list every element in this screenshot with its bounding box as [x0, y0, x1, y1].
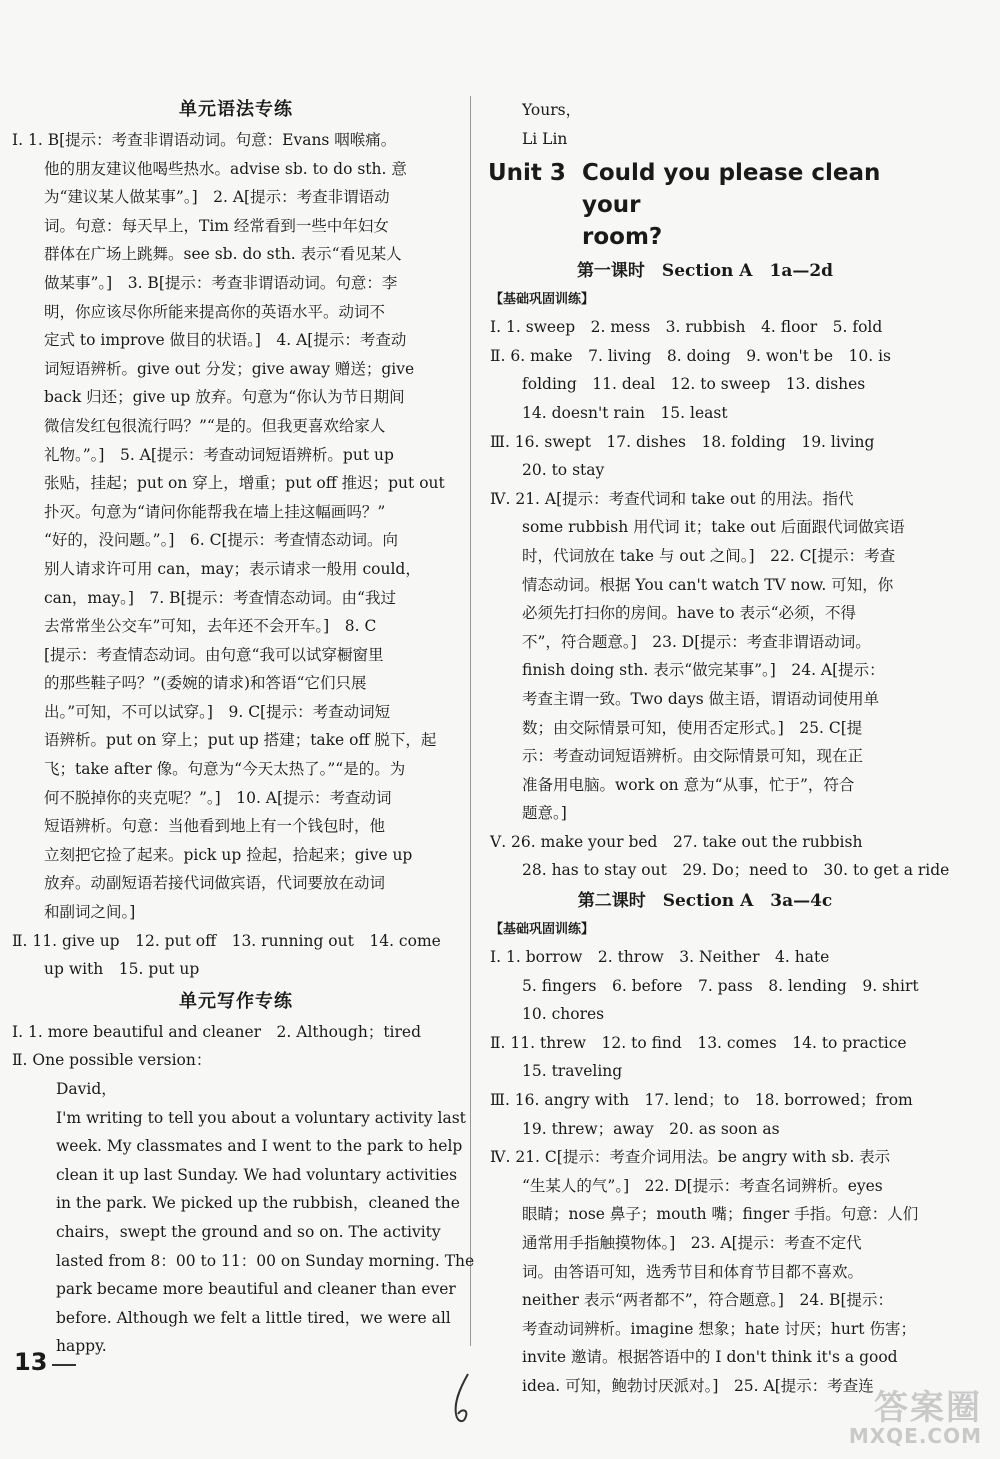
essay-line: I'm writing to tell you about a voluntary activity last	[56, 1108, 466, 1127]
answer-line: Ⅲ. 16. angry with 17. lend；to 18. borrowed；from	[490, 1091, 913, 1110]
page-number: 13	[14, 1348, 48, 1376]
answer-line: 必须先打扫你的房间。have to 表示“必须，不得	[522, 604, 856, 623]
essay-line: week. My classmates and I went to the park to help	[56, 1137, 463, 1156]
answer-line: 群体在广场上跳舞。see sb. do sth. 表示“看见某人	[44, 245, 402, 264]
unit-title-line: room?	[582, 224, 663, 251]
answer-line: idea. 可知，鲍勃讨厌派对。] 25. A[提示：考查连	[522, 1376, 874, 1395]
answer-line: 为“建议某人做某事”。] 2. A[提示：考查非谓语动	[44, 188, 390, 207]
essay-line: clean it up last Sunday. We had voluntary activities	[56, 1165, 458, 1184]
answer-line: invite 邀请。根据答语中的 I don't think it's a good	[522, 1348, 898, 1367]
watermark	[798, 1380, 988, 1450]
essay-line: chairs，swept the ground and so on. The activity	[56, 1222, 441, 1241]
essay-line: lasted from 8：00 to 11：00 on Sunday morning. The	[56, 1251, 475, 1270]
answer-line: finish doing sth. 表示“做完某事”。] 24. A[提示：	[522, 661, 885, 680]
answer-line: 别人请求许可用 can，may；表示请求一般用 could，	[44, 559, 421, 578]
answer-line: 去常常坐公交车”可知，去年还不会开车。] 8. C	[44, 617, 377, 636]
letter-closing: Yours，	[522, 101, 582, 119]
answer-line: Ⅴ. 26. make your bed 27. take out the rubbish	[490, 832, 863, 851]
answer-line: 19. threw；away 20. as soon as	[522, 1119, 780, 1138]
answer-line: folding 11. deal 12. to sweep 13. dishes	[522, 375, 866, 394]
answer-line: 明，你应该尽你所能来提高你的英语水平。动词不	[44, 302, 386, 321]
answer-line: 放弃。动副短语若接代词做宾语，代词要放在动词	[44, 874, 386, 893]
answer-line: 微信发红包很流行吗？”“是的。但我更喜欢给家人	[44, 416, 386, 435]
answer-line: Ⅱ. 6. make 7. living 8. doing 9. won't be 10. is	[490, 346, 891, 365]
answer-line: 考查动词辨析。imagine 想象；hate 讨厌；hurt 伤害；	[522, 1319, 916, 1338]
answer-line: can，may。] 7. B[提示：考查情态动词。由“我过	[44, 588, 396, 607]
unit-heading	[490, 157, 920, 253]
answer-line: 短语辨析。句意：当他看到地上有一个钱包时，他	[44, 817, 386, 836]
lesson-heading: 第二课时 Section A 3a—4c	[577, 891, 833, 912]
answer-line: 词短语辨析。give out 分发；give away 赠送；give	[44, 359, 415, 378]
answer-line: 10. chores	[522, 1005, 605, 1024]
answer-line: Ⅲ. 16. swept 17. dishes 18. folding 19. living	[490, 432, 875, 451]
grammar-answers	[12, 126, 460, 984]
answer-line: [提示：考查情态动词。由句意“我可以试穿橱窗里	[44, 645, 384, 664]
unit-title-line: Could you please clean your	[582, 160, 881, 219]
grammar-section-title: 单元语法专练	[179, 99, 293, 120]
answer-line: Ⅰ. 1. more beautiful and cleaner 2. Although；tired	[12, 1022, 422, 1041]
answer-line: 扑灭。句意为“请问你能帮我在墙上挂这幅画吗？”	[44, 502, 386, 521]
answer-line: neither 表示“两者都不”，符合题意。] 24. B[提示：	[522, 1291, 893, 1310]
answer-line: 语辨析。put on 穿上；put up 搭建；take off 脱下，起	[44, 731, 437, 750]
essay-line: before. Although we felt a little tired，we were all	[56, 1308, 451, 1327]
answer-line: 15. traveling	[522, 1062, 623, 1081]
answer-line: 词。句意：每天早上，Tim 经常看到一些中年妇女	[44, 216, 389, 235]
answer-line: 飞；take after 像。句意为“今天太热了。”“是的。为	[44, 760, 406, 779]
writing-section-title: 单元写作专练	[179, 990, 293, 1012]
answer-line: 题意。]	[522, 804, 567, 823]
answer-line: up with 15. put up	[44, 960, 200, 979]
essay-line: in the park. We picked up the rubbish，cleaned the	[56, 1194, 460, 1213]
answer-line: 示：考查动词短语辨析。由交际情景可知，现在正	[522, 747, 864, 766]
answer-line: 不”，符合题意。] 23. D[提示：考查非谓语动词。	[522, 632, 871, 651]
answer-line: Ⅰ. 1. borrow 2. throw 3. Neither 4. hate	[490, 948, 830, 967]
unit-number: Unit 3	[488, 160, 566, 187]
answer-line: 考查主谓一致。Two days 做主语，谓语动词使用单	[522, 689, 880, 708]
answer-line: Ⅳ. 21. C[提示：考查介词用法。be angry with sb. 表示	[490, 1148, 891, 1167]
answer-line: Ⅱ. 11. threw 12. to find 13. comes 14. to practice	[490, 1033, 907, 1052]
letter-signature: Li Lin	[522, 129, 568, 148]
pen-mark	[442, 1370, 482, 1430]
answer-line: Ⅰ. 1. B[提示：考查非谓语动词。句意：Evans 咽喉痛。	[12, 131, 397, 149]
answer-line: Ⅱ. One possible version：	[12, 1051, 212, 1070]
right-column	[488, 96, 950, 1401]
answer-line: Ⅱ. 11. give up 12. put off 13. running out 14. come	[12, 931, 441, 950]
answer-line: 何不脱掉你的夹克呢？”。] 10. A[提示：考查动词	[44, 788, 392, 807]
answer-line: 眼睛；nose 鼻子；mouth 嘴；finger 手指。句意：人们	[522, 1205, 919, 1224]
answer-line: 立刻把它捡了起来。pick up 捡起，拾起来；give up	[44, 845, 413, 864]
answer-line: 情态动词。根据 You can't watch TV now. 可知，你	[522, 575, 894, 594]
answer-line: Ⅳ. 21. A[提示：考查代词和 take out 的用法。指代	[490, 489, 854, 508]
answer-line: 张贴，挂起；put on 穿上，增重；put off 推迟；put out	[44, 474, 445, 493]
letter-salutation: David，	[56, 1080, 117, 1098]
answer-line: 通常用手指触摸物体。] 23. A[提示：考查不定代	[522, 1234, 862, 1252]
answer-line: 词。由答语可知，选秀节目和体育节目都不喜欢。	[522, 1262, 864, 1281]
exercise-tag: 【基础巩固训练】	[490, 292, 595, 308]
left-column	[12, 92, 475, 1361]
answer-line: 20. to stay	[522, 461, 605, 480]
answer-line: back 归还；give up 放弃。句意为“你认为节日期间	[44, 388, 405, 407]
watermark-logo: 答案圈	[874, 1388, 982, 1428]
answer-line: 5. fingers 6. before 7. pass 8. lending 9. shirt	[522, 976, 919, 995]
answer-line: Ⅰ. 1. sweep 2. mess 3. rubbish 4. floor 5. fold	[490, 318, 883, 337]
exercise-tag: 【基础巩固训练】	[490, 922, 595, 938]
answer-line: 准备用电脑。work on 意为“从事，忙于”，符合	[522, 775, 855, 794]
lesson-heading: 第一课时 Section A 1a—2d	[576, 261, 834, 282]
answer-line: 数；由交际情景可知，使用否定形式。] 25. C[提	[522, 718, 863, 737]
answer-line: “好的，没问题。”。] 6. C[提示：考查情态动词。向	[44, 531, 399, 550]
answer-line: 14. doesn't rain 15. least	[522, 403, 728, 422]
essay-line: park became more beautiful and cleaner than ever	[56, 1280, 456, 1299]
essay-line: happy.	[56, 1337, 107, 1356]
page-number-rule	[52, 1364, 76, 1366]
answer-line: 28. has to stay out 29. Do；need to 30. to get a ride	[522, 861, 950, 880]
essay	[12, 1104, 475, 1361]
answer-line: 和副词之间。]	[44, 903, 136, 922]
answer-line: 他的朋友建议他喝些热水。advise sb. to do sth. 意	[44, 159, 407, 178]
answer-line: 定式 to improve 做目的状语。] 4. A[提示：考查动	[44, 331, 407, 350]
answer-line: 的那些鞋子吗？”(委婉的请求)和答语“它们只展	[44, 674, 367, 693]
answer-line: 时，代词放在 take 与 out 之间。] 22. C[提示：考查	[522, 546, 896, 565]
answer-line: “生某人的气”。] 22. D[提示：考查名词辨析。eyes	[522, 1176, 883, 1195]
column-divider	[470, 96, 471, 1346]
watermark-site: MXQE.COM	[848, 1424, 982, 1448]
answer-line: 做某事”。] 3. B[提示：考查非谓语动词。句意：李	[44, 273, 398, 292]
answer-line: some rubbish 用代词 it；take out 后面跟代词做宾语	[522, 518, 905, 537]
answer-line: 出。”可知，不可以试穿。] 9. C[提示：考查动词短	[44, 702, 391, 721]
answer-line: 礼物。”。] 5. A[提示：考查动词短语辨析。put up	[44, 445, 394, 464]
